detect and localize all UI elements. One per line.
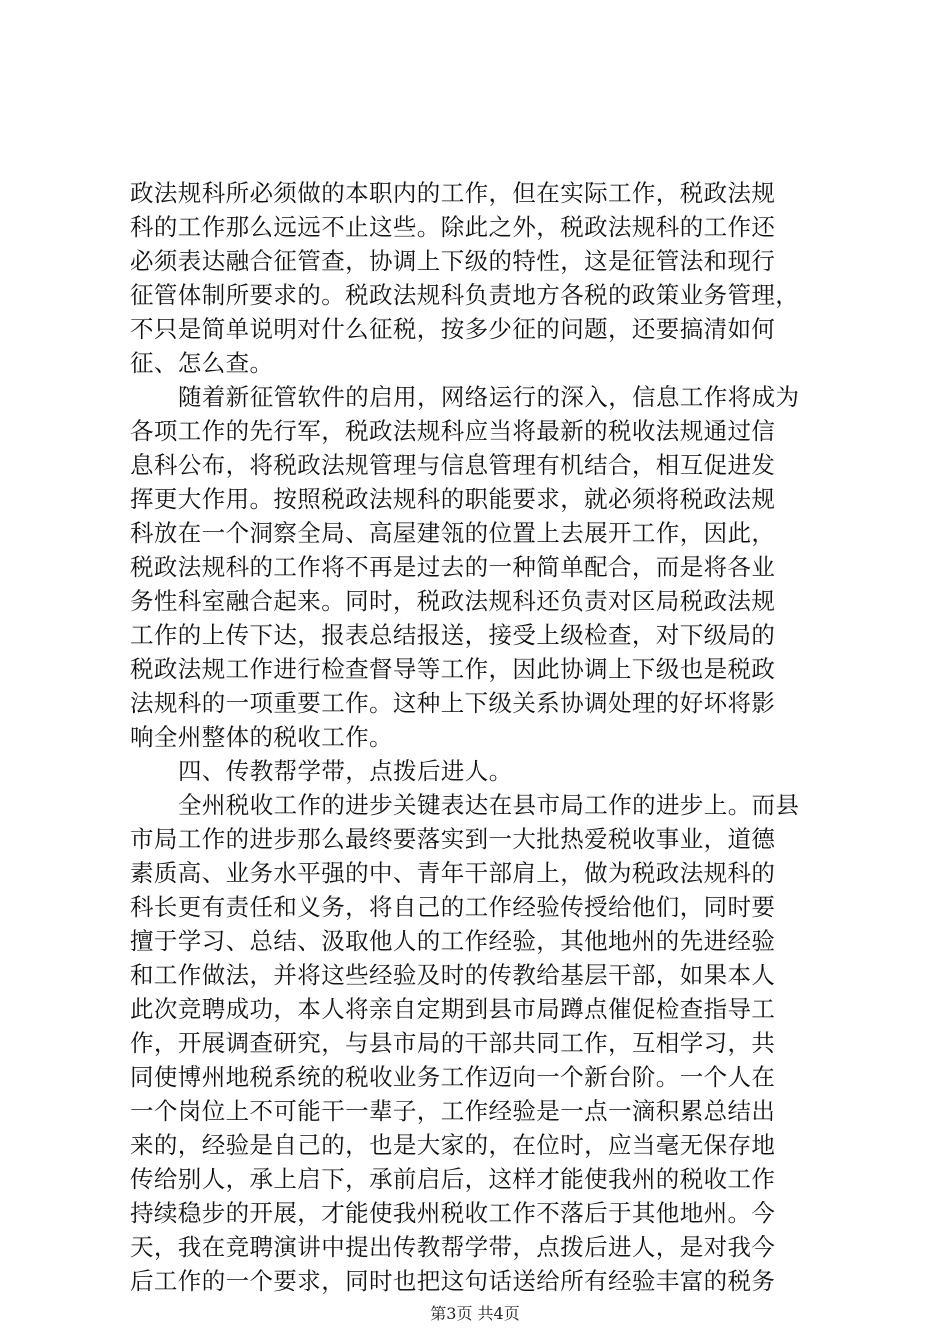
text-line: 税政法规工作进行检查督导等工作，因此协调上下级也是税政 xyxy=(130,655,776,683)
text-line: 同使博州地税系统的税收业务工作迈向一个新台阶。一个人在 xyxy=(130,1063,776,1091)
paragraph-start-line: 随着新征管软件的启用，网络运行的深入，信息工作将成为 xyxy=(178,383,800,411)
section-heading: 四、传教帮学带，点拨后进人。 xyxy=(178,757,513,785)
text-line: 务性科室融合起来。同时，税政法规科还负责对区局税政法规 xyxy=(130,587,776,615)
text-line: 工作的上传下达，报表总结报送，接受上级检查，对下级局的 xyxy=(130,621,776,649)
text-line: 法规科的一项重要工作。这种上下级关系协调处理的好坏将影 xyxy=(130,689,776,717)
text-line: 不只是简单说明对什么征税，按多少征的问题，还要搞清如何 xyxy=(130,315,776,343)
text-line: 科长更有责任和义务，将自己的工作经验传授给他们，同时要 xyxy=(130,893,776,921)
text-line: 息科公布，将税政法规管理与信息管理有机结合，相互促进发 xyxy=(130,451,776,479)
page-footer xyxy=(0,1304,950,1324)
text-line: 政法规科所必须做的本职内的工作，但在实际工作，税政法规 xyxy=(130,179,776,207)
text-line: 市局工作的进步那么最终要落实到一大批热爱税收事业，道德 xyxy=(130,825,776,853)
text-line: 征、怎么查。 xyxy=(130,349,274,377)
text-line: 一个岗位上不可能干一辈子，工作经验是一点一滴积累总结出 xyxy=(130,1097,776,1125)
paragraph-start-line: 全州税收工作的进步关键表达在县市局工作的进步上。而县 xyxy=(178,791,800,819)
text-line: 天，我在竞聘演讲中提出传教帮学带，点拨后进人，是对我今 xyxy=(130,1233,776,1261)
text-line: 税政法规科的工作将不再是过去的一种简单配合，而是将各业 xyxy=(130,553,776,581)
text-line: 必须表达融合征管查，协调上下级的特性，这是征管法和现行 xyxy=(130,247,776,275)
text-line: 后工作的一个要求，同时也把这句话送给所有经验丰富的税务 xyxy=(130,1267,776,1295)
text-line: 挥更大作用。按照税政法规科的职能要求，就必须将税政法规 xyxy=(130,485,776,513)
text-line: 各项工作的先行军，税政法规科应当将最新的税收法规通过信 xyxy=(130,417,776,445)
text-line: 征管体制所要求的。税政法规科负责地方各税的政策业务管理， xyxy=(130,281,800,309)
text-line: 作，开展调查研究，与县市局的干部共同工作，互相学习，共 xyxy=(130,1029,776,1057)
text-line: 擅于学习、总结、汲取他人的工作经验，其他地州的先进经验 xyxy=(130,927,776,955)
body-text xyxy=(130,176,830,1298)
text-line: 来的，经验是自己的，也是大家的，在位时，应当毫无保存地 xyxy=(130,1131,776,1159)
text-line: 此次竞聘成功，本人将亲自定期到县市局蹲点催促检查指导工 xyxy=(130,995,776,1023)
text-line: 科放在一个洞察全局、高屋建瓴的位置上去展开工作，因此， xyxy=(130,519,776,547)
page-number: 第3页 共4页 xyxy=(430,1304,520,1323)
text-line: 素质高、业务水平强的中、青年干部肩上，做为税政法规科的 xyxy=(130,859,776,887)
text-line: 科的工作那么远远不止这些。除此之外，税政法规科的工作还 xyxy=(130,213,776,241)
text-line: 持续稳步的开展，才能使我州税收工作不落后于其他地州。今 xyxy=(130,1199,776,1227)
text-line: 和工作做法，并将这些经验及时的传教给基层干部，如果本人 xyxy=(130,961,776,989)
text-line: 传给别人，承上启下，承前启后，这样才能使我州的税收工作 xyxy=(130,1165,776,1193)
text-line: 响全州整体的税收工作。 xyxy=(130,723,393,751)
